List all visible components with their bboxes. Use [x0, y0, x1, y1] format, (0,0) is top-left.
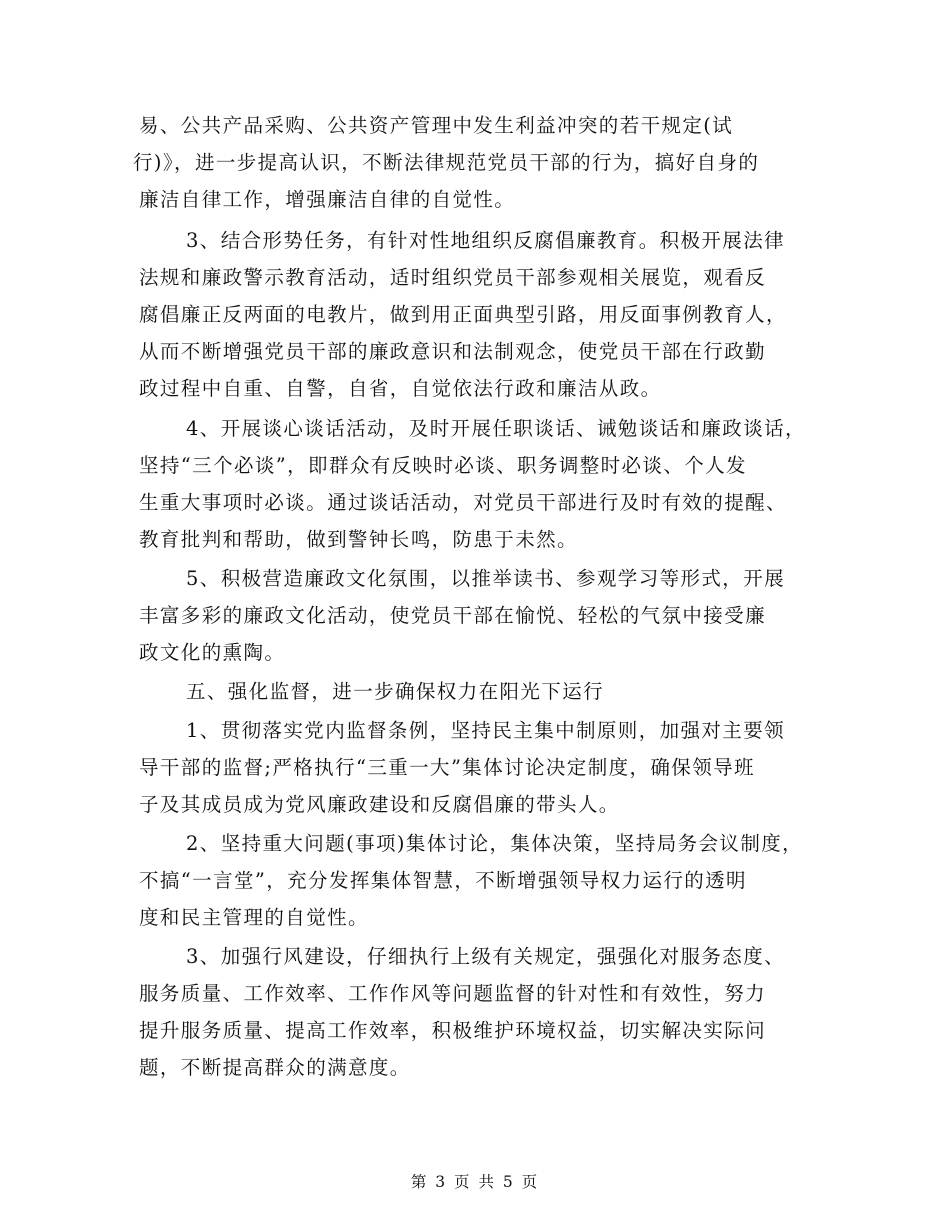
paragraph-start-line: 5、积极营造廉政文化氛围，以推举读书、参观学习等形式，开展 [186, 567, 786, 590]
body-text-line: 导干部的监督;严格执行“三重一大”集体讨论决定制度，确保领导班 [139, 756, 755, 779]
body-text-line: 坚持“三个必谈”，即群众有反映时必谈、职务调整时必谈、个人发 [139, 454, 747, 477]
body-text-line: 易、公共产品采购、公共资产管理中发生利益冲突的若干规定(试 [139, 114, 734, 137]
body-text-line: 题，不断提高群众的满意度。 [139, 1056, 411, 1079]
paragraph-start-line: 2、坚持重大问题(事项)集体讨论，集体决策，坚持局务会议制度， [186, 832, 804, 855]
page-number-footer: 第 3 页 共 5 页 [410, 1173, 540, 1191]
body-text-line: 提升服务质量、提高工作效率，积极维护环境权益，切实解决实际问 [139, 1019, 767, 1042]
body-text-line: 行)》，进一步提高认识，不断法律规范党员干部的行为，搞好自身的 [133, 151, 760, 174]
paragraph-start-line: 1、贯彻落实党内监督条例，坚持民主集中制原则，加强对主要领 [186, 719, 786, 742]
body-text-line: 不搞“一言堂”，充分发挥集体智慧，不断增强领导权力运行的透明 [139, 869, 747, 892]
paragraph-start-line: 4、开展谈心谈话活动，及时开展任职谈话、诫勉谈话和廉政谈话， [186, 417, 806, 440]
paragraph-start-line: 3、结合形势任务，有针对性地组织反腐倡廉教育。积极开展法律 [186, 229, 786, 252]
body-text-line: 腐倡廉正反两面的电教片，做到用正面典型引路，用反面事例教育人， [139, 303, 787, 326]
body-text-line: 法规和廉政警示教育活动，适时组织党员干部参观相关展览，观看反 [139, 266, 767, 289]
body-text-line: 廉洁自律工作，增强廉洁自律的自觉性。 [139, 188, 516, 211]
body-text-line: 教育批判和帮助，做到警钟长鸣，防患于未然。 [139, 528, 578, 551]
paragraph-start-line: 3、加强行风建设，仔细执行上级有关规定，强强化对服务态度、 [186, 945, 786, 968]
body-text-line: 服务质量、工作效率、工作作风等问题监督的针对性和有效性，努力 [139, 982, 767, 1005]
body-text-line: 政过程中自重、自警，自省，自觉依法行政和廉洁从政。 [139, 377, 662, 400]
body-text-line: 丰富多彩的廉政文化活动，使党员干部在愉悦、轻松的气氛中接受廉 [139, 604, 767, 627]
body-text-line: 子及其成员成为党风廉政建设和反腐倡廉的带头人。 [139, 793, 620, 816]
body-text-line: 政文化的熏陶。 [139, 641, 286, 664]
body-text-line: 从而不断增强党员干部的廉政意识和法制观念，使党员干部在行政勤 [139, 340, 767, 363]
section-heading: 五、强化监督，进一步确保权力在阳光下运行 [186, 680, 605, 703]
body-text-line: 度和民主管理的自觉性。 [139, 906, 369, 929]
body-text-line: 生重大事项时必谈。通过谈话活动，对党员干部进行及时有效的提醒、 [139, 491, 787, 514]
